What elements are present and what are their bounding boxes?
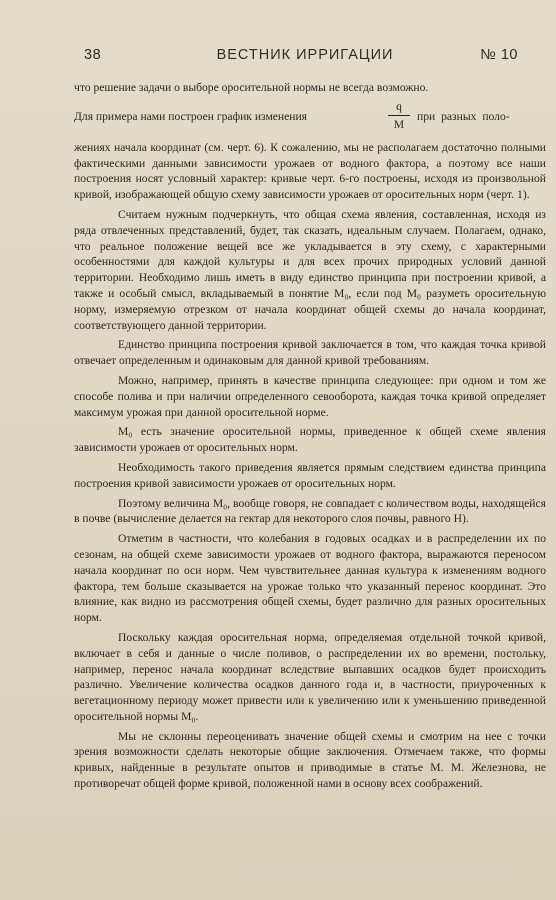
fraction-q-over-m — [388, 100, 410, 132]
paragraph-6: Необходимость такого приведения является прямым следствием единства принципа построения кривой зависимости урожаев от оросительных норм. — [74, 460, 546, 490]
paragraph-10: Мы не склонны переоценивать значение общей схемы и смотрим на нее с точки зрения возможности сделать некоторые общие заключения. Отмечаем также, что формы кривых, найденные в результате опытов и приводимые в статье М. М. Железнова, не противоречат общей форме кривой, положенной нами в основу всех соображений. — [74, 729, 546, 791]
running-header — [84, 47, 526, 67]
paragraph-3: Единство принципа построения кривой заключается в том, что каждая точка кривой отвечает определенным и одинаковым для данной кривой требованиям. — [74, 338, 546, 368]
paragraph-4: Можно, например, принять в качестве принципа следующее: при одном и том же способе полива и при наличии определенного севооборота, каждая точка кривой определяет максимум урожая при данной оросительной норме. — [74, 373, 546, 419]
paragraph-8: Отметим в частности, что колебания в годовых осадках и в распределении их по сезонам, на общей схеме зависимости урожаев от водного фактора, выражаются переносом начала координат по оси норм. Чем чувствительнее данная культура к изменениям водного фактора, тем больше сказывается на урожае только что указанный перенос координат. Это влияние, как видно из рассмотрения общей схемы, будет различно для разных оросительных норм. — [74, 532, 546, 625]
paragraph-5: M₀ есть значение оросительной нормы, приведенное к общей схеме явления зависимости урожаев от оросительных норм. — [74, 425, 546, 455]
fraction-numerator: q — [388, 100, 410, 116]
issue-number: № 10 — [480, 47, 518, 63]
page-number: 38 — [84, 47, 102, 63]
paragraph-first-line: что решение задачи о выборе оросительной нормы не всегда возможно. — [74, 81, 429, 94]
paragraph-1-continuation: жениях начала координат (см. черт. 6). К сожалению, мы не располагаем достаточно полными фактическими данными зависимости урожаев от водного фактора, а поэтому все наши построения носят условный характер: кривые черт. 6-го построены, исходя из произвольной кривой, изображающей общую схему зависимости урожаев от оросительных норм (черт. 1). — [74, 140, 546, 202]
formula-line — [74, 98, 546, 140]
paragraph-2: Считаем нужным подчеркнуть, что общая схема явления, составленная, исходя из ряда отвлеченных представлений, будет, так сказать, идеальным случаем. Полагаем, однако, что реальное положение вещей все же укладывается в эту схему, с характерными особенностями для каждой культуры и для всех прочих природных условий данной территории. Необходимо лишь иметь в виду единство принципа при построении кривой, а также и особый смысл, вкладываемый в понятие M₀, если под M₀ разуметь оросительную норму, измеряемую отрезком от начала координат общей схемы до начала координат, соответствующего данной территории. — [74, 207, 546, 332]
article-body — [74, 80, 546, 792]
paragraph-7: Поэтому величина M₀, вообще говоря, не совпадает с количеством воды, находящейся в почве (вычисление делается на гектар для некоторого слоя почвы, равного H). — [74, 496, 546, 526]
journal-title: ВЕСТНИК ИРРИГАЦИИ — [216, 47, 394, 63]
formula-lead-text: Для примера нами построен график изменения — [74, 109, 308, 123]
paragraph-9: Поскольку каждая оросительная норма, определяемая отдельной точкой кривой, включает в себя и данные о числе поливов, о распределении их во времени, постольку, например, перенос начала координат вследствие выпавших осадков будет происходить различно. Увеличение количества осадков данного года и, в частности, приуроченных к вегетационному периоду может привести или к увеличению или к уменьшению приведенной оросительной нормы M₀. — [74, 630, 546, 723]
formula-trail-text: при разных поло- — [417, 109, 510, 123]
fraction-denominator: M — [393, 118, 405, 131]
